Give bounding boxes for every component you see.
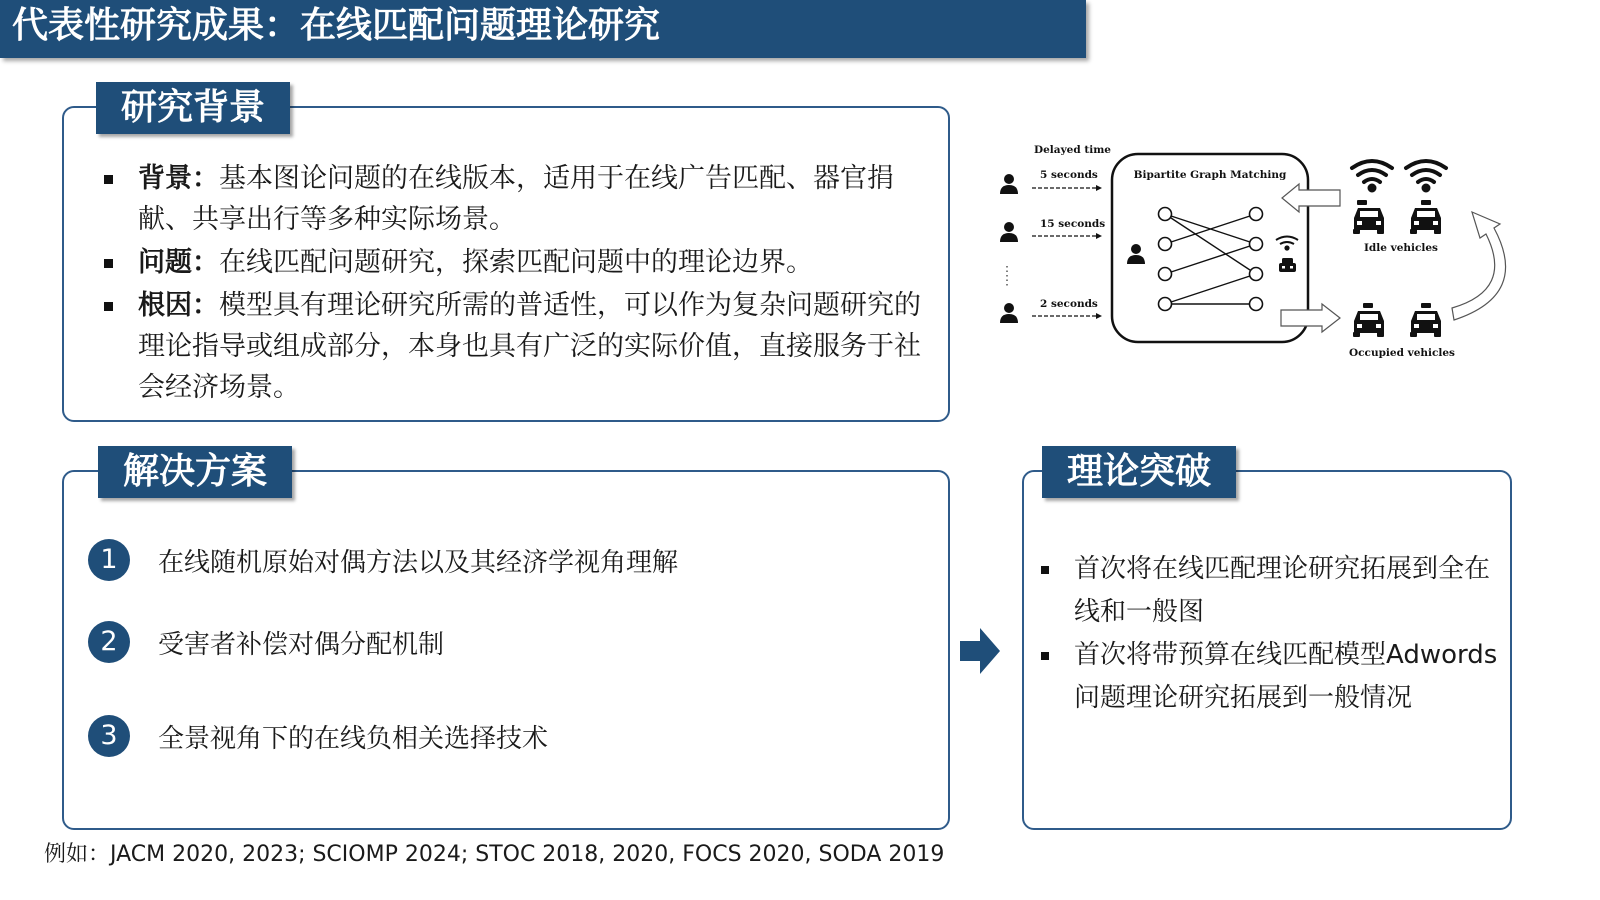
taxi-icon (1410, 200, 1441, 234)
background-item-text: 模型具有理论研究所需的普适性，可以作为复杂问题研究的理论指导或组成部分，本身也具有广泛的实际价值，直接服务于社会经济场景。 (138, 290, 921, 403)
matching-box (1112, 154, 1308, 342)
delay-label: 15 seconds (1040, 218, 1106, 230)
occupied-vehicles-label: Occupied vehicles (1349, 347, 1455, 359)
solution-item (88, 620, 444, 664)
background-item (102, 285, 942, 408)
wifi-icon (1352, 161, 1392, 191)
solution-item (88, 538, 678, 582)
arrow-right-icon (960, 628, 1002, 674)
background-item-text: 在线匹配问题研究，探索匹配问题中的理论边界。 (219, 247, 813, 278)
delayed-time-label: Delayed time (1034, 144, 1111, 156)
background-tag: 研究背景 (96, 82, 290, 134)
breakthrough-tag: 理论突破 (1042, 446, 1236, 498)
background-list (102, 158, 942, 410)
wifi-icon (1406, 161, 1446, 191)
number-badge: 3 (88, 715, 130, 757)
car-icon (1353, 303, 1384, 337)
matching-box-title: Bipartite Graph Matching (1133, 169, 1287, 181)
delay-label: 5 seconds (1040, 169, 1098, 181)
background-item-text: 基本图论问题的在线版本，适用于在线广告匹配、器官捐献、共享出行等多种实际场景。 (138, 163, 894, 235)
matching-diagram (990, 130, 1530, 370)
delay-label: 2 seconds (1040, 298, 1098, 310)
background-item (102, 242, 942, 283)
number-badge: 2 (88, 621, 130, 663)
background-item-label: 根因： (138, 290, 219, 321)
number-badge: 1 (88, 539, 130, 581)
solution-item-text: 全景视角下的在线负相关选择技术 (158, 723, 549, 754)
person-icon (1000, 222, 1018, 242)
breakthrough-item: 首次将带预算在线匹配模型Adwords问题理论研究拓展到一般情况 (1040, 634, 1502, 720)
solution-item-text: 在线随机原始对偶方法以及其经济学视角理解 (158, 547, 679, 578)
curved-arrow (1452, 212, 1506, 320)
background-item-label: 背景： (138, 163, 219, 194)
person-icon (1000, 303, 1018, 323)
car-icon (1410, 303, 1441, 337)
solution-item-text: 受害者补偿对偶分配机制 (158, 629, 445, 660)
background-item (102, 158, 942, 240)
breakthrough-list (1040, 548, 1502, 720)
footer-note: 例如：JACM 2020, 2023; SCIOMP 2024; STOC 2018, 2020, FOCS 2020, SODA 2019 (44, 842, 945, 867)
solution-item (88, 714, 548, 758)
background-item-label: 问题： (138, 247, 219, 278)
person-icon (1000, 174, 1018, 194)
title-bar (0, 0, 1086, 58)
taxi-icon (1353, 200, 1384, 234)
breakthrough-item: 首次将在线匹配理论研究拓展到全在线和一般图 (1040, 548, 1502, 634)
idle-vehicles-label: Idle vehicles (1364, 242, 1438, 254)
solution-tag: 解决方案 (98, 446, 292, 498)
page-title: 代表性研究成果：在线匹配问题理论研究 (12, 5, 661, 46)
